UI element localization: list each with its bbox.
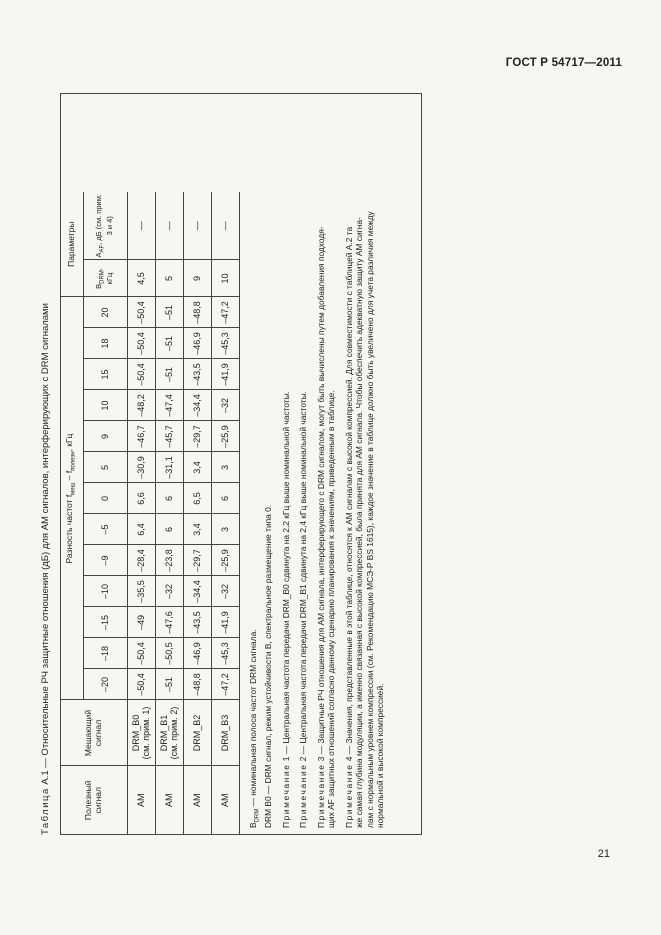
ratio-cell: –43,5	[183, 607, 211, 638]
note-def1	[248, 98, 263, 828]
interfering-signal-cell	[183, 700, 211, 766]
ratio-cell: 3	[211, 514, 239, 545]
protection-ratio-table	[61, 192, 240, 834]
wanted-signal-cell: AM	[183, 766, 211, 834]
bdrm-cell: 5	[155, 260, 183, 297]
def1-symbol: B	[248, 822, 258, 828]
ratio-cell: –43,5	[183, 359, 211, 390]
ratio-cell: –49	[127, 607, 155, 638]
ratio-cell: –30,9	[127, 452, 155, 483]
note-3	[316, 98, 337, 828]
note-3-line-2: щих AF защитных отношений согласно данному сценарию планирования к значениям, приведенным в таблице.	[326, 390, 337, 828]
ratio-cell: –50,4	[127, 638, 155, 669]
note-4-line-3: лам с нормальным уровнем компрессии (см. Рекомендацию МСЭ-Р BS 1615), каждое значение в таблице должно быть увеличено для учета различия между	[364, 211, 375, 828]
ratio-cell: 6	[155, 514, 183, 545]
note-4-line-2: же самая глубина модуляции, а именно связанная с высокой компрессией, была принята для АМ сигнала. Чтобы обеспечить адекватную защиту АМ сигна-	[354, 217, 365, 828]
freq-col: 18	[83, 328, 127, 359]
bdrm-cell: 4,5	[127, 260, 155, 297]
ratio-cell: –50,4	[127, 328, 155, 359]
table-row	[211, 192, 239, 834]
interfering-signal-name: DRM_B3	[219, 714, 230, 752]
ratio-cell: 6	[155, 483, 183, 514]
ratio-cell: –28,4	[127, 545, 155, 576]
interfering-signal-note: (см. прим. 2)	[169, 706, 179, 760]
ratio-cell: –45,7	[155, 421, 183, 452]
freq-diff-sub1: меш	[71, 482, 78, 495]
ratio-cell: –47,6	[155, 607, 183, 638]
ratio-cell: –41,9	[211, 607, 239, 638]
ratio-cell: 6,4	[127, 514, 155, 545]
ratio-cell: 6	[211, 483, 239, 514]
wanted-signal-cell: AM	[211, 766, 239, 834]
caption-number: А.1	[40, 770, 51, 785]
freq-diff-label: Разность частот f	[64, 494, 75, 564]
ratio-cell: –48,8	[183, 297, 211, 328]
ratio-cell: –51	[155, 328, 183, 359]
ratio-cell: –47,2	[211, 297, 239, 328]
bdrm-symbol: B	[93, 283, 103, 289]
freq-col: 9	[83, 421, 127, 452]
ratio-cell: –47,4	[155, 390, 183, 421]
table-row	[155, 192, 183, 834]
interfering-signal-cell	[127, 700, 155, 766]
note-4-line-1: 4 — Значения, представленные в этой таблице, относятся к АМ сигналам с высокой компрессией. Для совместимости с таблицей А.2 та	[343, 226, 354, 762]
table-notes	[248, 98, 386, 828]
aaf-rest: , дБ (см. прим. 3 и 4)	[93, 194, 115, 245]
interfering-signal-cell	[211, 700, 239, 766]
freq-col: 15	[83, 359, 127, 390]
bdrm-cell: 9	[183, 260, 211, 297]
note-label: Примечание	[315, 763, 326, 828]
ratio-cell: –50,4	[127, 359, 155, 390]
ratio-cell: –51	[155, 297, 183, 328]
note-label: Примечание	[280, 763, 291, 828]
freq-col: 5	[83, 452, 127, 483]
ratio-cell: –32	[155, 576, 183, 607]
caption-label: Таблица	[40, 787, 51, 835]
freq-diff-sub2: полезн	[71, 451, 78, 471]
freq-col: 0	[83, 483, 127, 514]
wanted-signal-cell: AM	[127, 766, 155, 834]
ratio-cell: –35,5	[127, 576, 155, 607]
ratio-cell: –41,9	[211, 359, 239, 390]
bdrm-cell: 10	[211, 260, 239, 297]
table-caption	[40, 65, 51, 835]
ratio-cell: –46,9	[183, 328, 211, 359]
aaf-cell: —	[211, 192, 239, 260]
ratio-cell: –45,3	[211, 638, 239, 669]
header-params: Параметры	[61, 192, 83, 297]
note-label: Примечание	[343, 763, 354, 828]
standard-header: ГОСТ Р 54717—2011	[505, 57, 622, 69]
freq-col: –10	[83, 576, 127, 607]
ratio-cell: –50,4	[127, 297, 155, 328]
ratio-cell: 3,4	[183, 514, 211, 545]
ratio-cell: –46,9	[183, 638, 211, 669]
ratio-cell: –32	[211, 390, 239, 421]
freq-diff-mid: – f	[64, 470, 75, 483]
ratio-cell: –32	[211, 576, 239, 607]
bdrm-sub: DRM	[99, 270, 106, 284]
page-number: 21	[597, 848, 610, 860]
interfering-signal-cell	[155, 700, 183, 766]
table-row	[183, 192, 211, 834]
freq-col: 20	[83, 297, 127, 328]
ratio-cell: –25,9	[211, 421, 239, 452]
ratio-cell: 6,5	[183, 483, 211, 514]
ratio-cell: –51	[155, 669, 183, 700]
note-2-text: 2 — Центральная частота передачи DRM_B1 сдвинута на 2,4 кГц выше номинальной частоты.	[298, 391, 309, 762]
freq-diff-unit: , кГц	[64, 433, 75, 452]
wanted-signal-cell: AM	[155, 766, 183, 834]
header-aaf	[83, 192, 127, 260]
ratio-cell: –47,2	[211, 669, 239, 700]
ratio-cell: –23,8	[155, 545, 183, 576]
table-frame	[60, 93, 422, 835]
def1-sub: DRM	[254, 808, 261, 823]
ratio-cell: –50,4	[127, 669, 155, 700]
header-wanted: Полезный сигнал	[61, 766, 127, 834]
ratio-cell: 3	[211, 452, 239, 483]
aaf-symbol: A	[93, 252, 103, 258]
ratio-cell: 3,4	[183, 452, 211, 483]
note-3-line-1: 3 — Защитные РЧ отношения для АМ сигнала, интерферирующего с DRM сигналом, могут быть вычислены путем добавления подходя-	[315, 226, 326, 762]
freq-col: 10	[83, 390, 127, 421]
ratio-cell: –34,4	[183, 390, 211, 421]
interfering-signal-note: (см. прим. 1)	[141, 706, 151, 760]
note-1	[281, 98, 292, 828]
table-row	[127, 192, 155, 834]
aaf-cell: —	[127, 192, 155, 260]
header-freq-diff	[61, 297, 83, 700]
aaf-cell: —	[183, 192, 211, 260]
note-1-text: 1 — Центральная частота передачи DRM_B0 сдвинута на 2,2 кГц выше номинальной частоты.	[280, 391, 291, 762]
aaf-cell: —	[155, 192, 183, 260]
freq-col: –20	[83, 669, 127, 700]
ratio-cell: –29,7	[183, 545, 211, 576]
def1-text: — номинальная полоса частот DRM сигнала.	[248, 629, 258, 809]
ratio-cell: –31,1	[155, 452, 183, 483]
aaf-sub: AF	[99, 244, 106, 253]
note-def2: DRM B0 — DRM сигнал, режим устойчивости B, спектральное размещение типа 0.	[263, 504, 274, 828]
note-4	[344, 98, 386, 828]
note-4-line-4: нормальной и высокой компрессией.	[375, 683, 386, 828]
interfering-signal-name: DRM_B1	[158, 714, 169, 752]
ratio-cell: –29,7	[183, 421, 211, 452]
note-2	[298, 98, 309, 828]
bdrm-unit: , кГц	[93, 268, 115, 285]
interfering-signal-name: DRM_B2	[191, 714, 202, 752]
interfering-signal-name: DRM_B0	[130, 714, 141, 752]
header-interfering: Мешающий сигнал	[61, 700, 127, 766]
freq-col: –5	[83, 514, 127, 545]
rotated-table-block	[40, 65, 440, 835]
note-label: Примечание	[298, 763, 309, 828]
ratio-cell: –25,9	[211, 545, 239, 576]
freq-col: –15	[83, 607, 127, 638]
ratio-cell: –51	[155, 359, 183, 390]
ratio-cell: –48,8	[183, 669, 211, 700]
freq-col: –9	[83, 545, 127, 576]
freq-col: –18	[83, 638, 127, 669]
ratio-cell: –48,2	[127, 390, 155, 421]
ratio-cell: –50,5	[155, 638, 183, 669]
ratio-cell: –34,4	[183, 576, 211, 607]
header-bdrm	[83, 260, 127, 297]
caption-text: — Относительные РЧ защитные отношения (дБ) для АМ сигналов, интерферирующих с DRM сигналами	[40, 303, 51, 768]
ratio-cell: –45,3	[211, 328, 239, 359]
ratio-cell: –46,7	[127, 421, 155, 452]
ratio-cell: 6,6	[127, 483, 155, 514]
